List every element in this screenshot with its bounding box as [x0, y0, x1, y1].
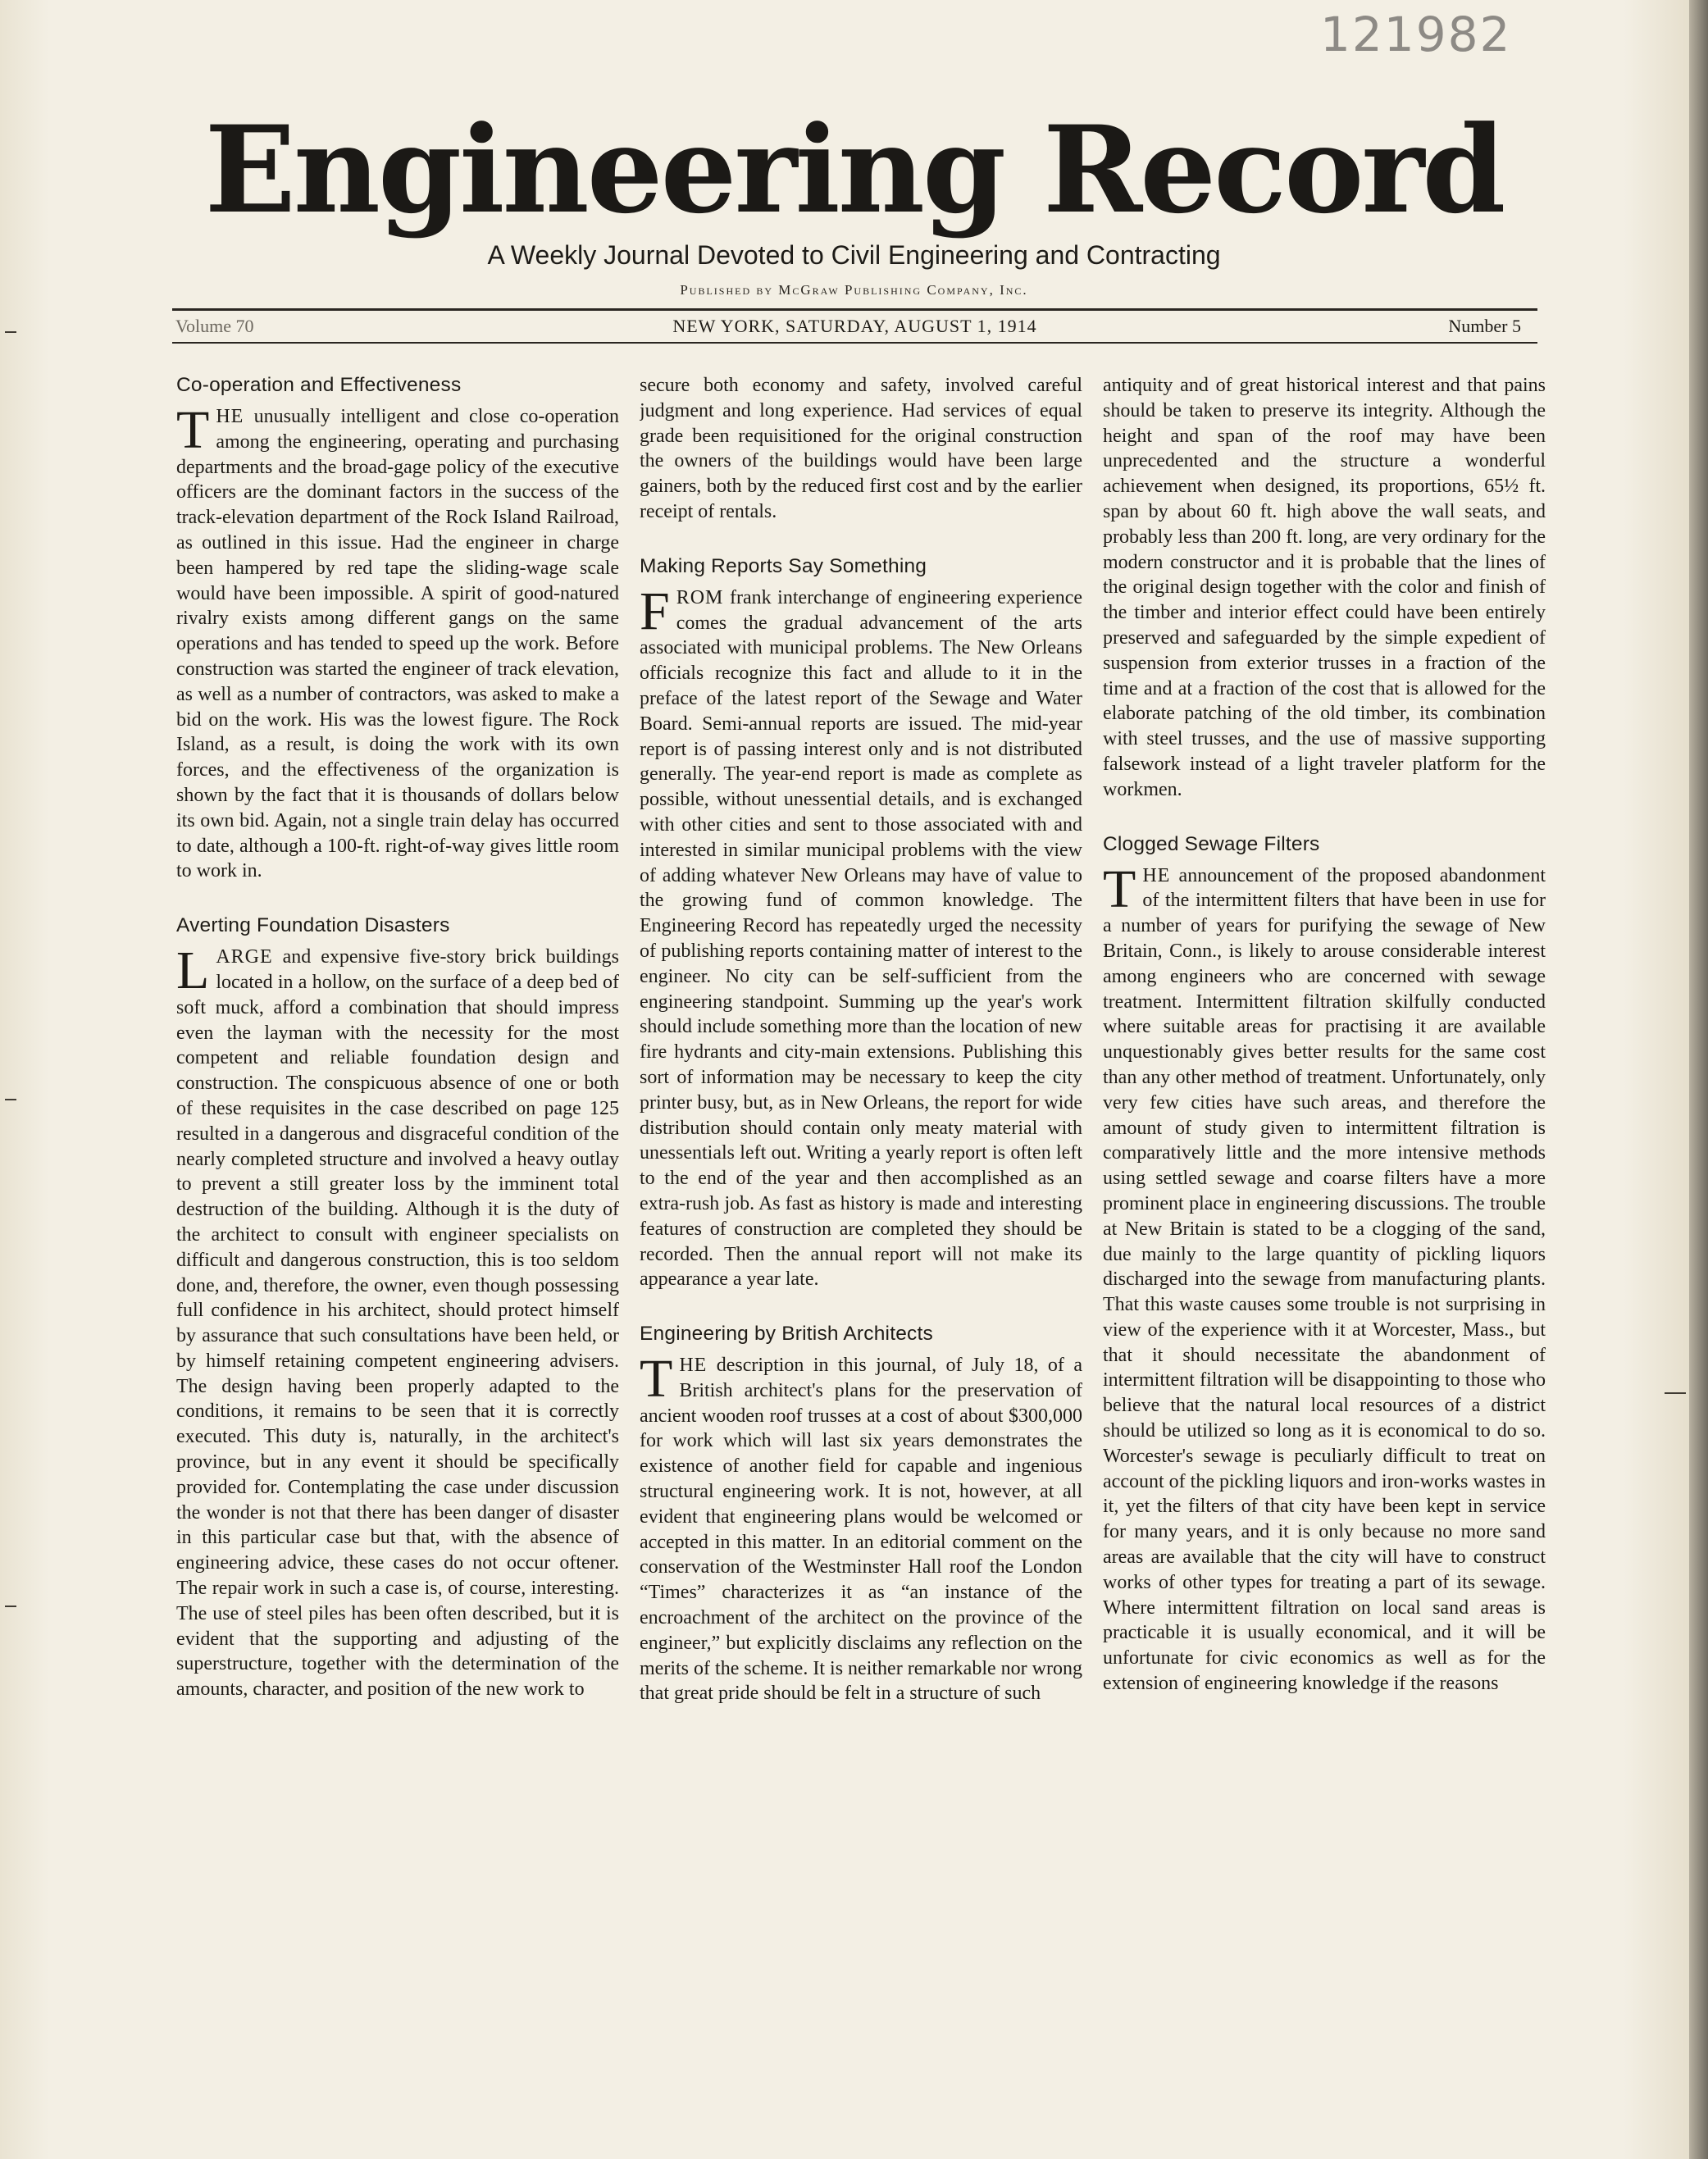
article-heading: Clogged Sewage Filters: [1103, 832, 1320, 855]
article-body: [1103, 859, 1546, 1697]
handwritten-accession-number: 121982: [1320, 7, 1512, 62]
article-body: [176, 941, 619, 1702]
margin-mark: [1665, 1392, 1686, 1394]
margin-mark: [5, 1606, 16, 1607]
lead-word: HE: [679, 1355, 708, 1377]
volume-number: Volume 70: [175, 316, 254, 336]
lead-word: ROM: [676, 586, 724, 608]
drop-cap: L: [176, 941, 210, 1001]
article-body: [176, 400, 619, 884]
page-edge: [1689, 0, 1708, 2159]
column-1: [176, 373, 619, 2128]
article-text: and expensive five-story brick buildings located in a hollow, on the surface of a deep bed of soft muck, afford a combination that should impress even the layman with the necessity for the most competent and reliable foundation design and construction. The conspicuous absence of one or both of these requisites in the case described on page 125 resulted in a dangerous and disgraceful condition of the nearly completed structure and involved a heavy outlay to prevent a still greater loss by the imminent total destruction of the building. Although it is the duty of the architect to consult with engineer specialists on difficult and dangerous construction, this is too seldom done, and, therefore, the owner, even though possessing full confidence in his architect, should protect himself by assurance that such consultations have been held, or by himself retaining competent engineering advisers. The design having been properly adapted to the conditions, it remains to be seen that it is correctly executed. This duty is, naturally, in the architect's province, but in any event it should be specifically provided for. Contemplating the case under discussion the wonder is not that there has been danger of disaster in this particular case but that, with the absence of engineering advice, these cases do not occur oftener. The repair work in such a case is, of course, interesting. The use of steel piles has been often described, but it is evident that the supporting and adjusting of the superstructure, together with the determination of the amounts, character, and position of the new work to: [176, 946, 619, 1701]
dateline: [172, 316, 1537, 337]
publisher-line: Published by McGraw Publishing Company, Inc.: [680, 282, 1028, 298]
dateline-top-rule: [172, 308, 1537, 311]
lead-word: HE: [1142, 864, 1171, 886]
article-heading: Co-operation and Effectiveness: [176, 374, 462, 396]
margin-mark: [5, 1099, 16, 1100]
article-heading: Making Reports Say Something: [640, 554, 927, 577]
drop-cap: T: [640, 1349, 673, 1410]
drop-cap: F: [640, 581, 670, 641]
article-body: [640, 581, 1082, 1292]
article-heading: Averting Foundation Disasters: [176, 914, 450, 937]
column-2: [640, 373, 1082, 2128]
masthead-subtitle: A Weekly Journal Devoted to Civil Engineering and Contracting: [487, 240, 1221, 270]
article-text: description in this journal, of July 18, of a British architect's plans for the preservation of ancient wooden roof trusses at a cost of about $300,000 for work which will last six years demonstrates the existence of another field for capable and ingenious structural engineering work. It is not, however, at all evident that engineering plans would be welcomed or accepted in this matter. In an editorial comment on the conservation of the Westminster Hall roof the London “Times” characterizes it as “an instance of the encroachment of the architect on the province of the engineer,” but explicitly disclaims any reflection on the merits of the scheme. It is neither remarkable nor wrong that great pride should be felt in a structure of such: [640, 1355, 1082, 1705]
article-continuation: antiquity and of great historical interest and that pains should be taken to preserve its integrity. Although the height and span of the roof may have been unprecedented and the structure a wonderful achievement when designed, its proportions, 65½ ft. span by about 60 ft. high above the wall seats, and probably less than 200 ft. long, are very ordinary for the modern constructor and it is probable that the lines of the original design together with the color and finish of the timber and interior effect could have been entirely preserved and safeguarded by the simple expedient of suspension from exterior trusses in a fraction of the time and at a fraction of the cost that is allowed for the elaborate patching of the old timber, its combination with steel trusses, and the use of massive supporting falsework instead of a light traveler platform for the workmen.: [1103, 375, 1546, 800]
dateline-bottom-rule: [172, 342, 1537, 344]
article-text: announcement of the proposed abandonment of the intermittent filters that have been in use for a number of years for purifying the sewage of New Britain, Conn., is likely to arouse considerable interest among engineers who are concerned with sewage treatment. Intermittent filtration skilfully conducted where suitable areas for practising it are available unquestionably gives better results for the same cost than any other method of treatment. Unfortunately, only very few cities have such areas, and therefore the amount of study given to intermittent filtration is comparatively little and the more intensive methods using settled sewage and coarse filters have a more prominent place in engineering discussions. The trouble at New Britain is stated to be a clogging of the sand, due mainly to the large quantity of pickling liquors discharged into the sewage from manufacturing plants. That this waste causes some trouble is not surprising in view of the experience with it at Worcester, Mass., but that it should necessitate the abandonment of intermittent filtration will be disappointing to those who believe that the natural local resources of a district should be utilized so long as it is economical to do so. Worcester's sewage is peculiarly difficult to treat on account of the pickling liquors and iron-works wastes in it, yet the filters of that city have been kept in service for many years, and it is only because no more sand areas are available that the city will have to construct works of other types for treating a part of its sewage. Where intermittent filtration on local sand areas is practicable it is usually economical, and it will be unfortunate for civic economics as well as for the extension of engineering knowledge if the reasons: [1103, 864, 1546, 1695]
article-body: [640, 1349, 1082, 1706]
lead-word: ARGE: [216, 946, 273, 968]
lead-word: HE: [216, 406, 244, 427]
article-continuation: secure both economy and safety, involved careful judgment and long experience. Had services of equal grade been requisitioned for the original construction the owners of the buildings would have been large gainers, both by the reduced first cost and by the earlier receipt of rentals.: [640, 375, 1082, 522]
drop-cap: T: [176, 400, 210, 460]
masthead-title: Engineering Record: [204, 100, 1504, 240]
article-heading: Engineering by British Architects: [640, 1323, 933, 1346]
article-text: frank interchange of engineering experience comes the gradual advancement of the arts associated with municipal problems. The New Orleans officials recognize this fact and allude to it in the preface of the latest report of the Sewage and Water Board. Semi-annual reports are issued. The mid-year report is of passing interest only and is not distributed generally. The year-end report is made as complete as possible, without unessential details, and is exchanged with other cities and sent to those associated with and interested in similar municipal problems with the view of adding whatever New Orleans may have of value to the growing fund of common knowledge. The Engineering Record has repeatedly urged the necessity of publishing reports containing matter of interest to the engineer. No city can be self-sufficient from the engineering standpoint. Summing up the year's work should include something more than the location of new fire hydrants and city-main extensions. Publishing this sort of information may be necessary to keep the city printer busy, but, as in New Orleans, the report for wide distribution should contain only meaty material with unessentials left out. Writing a yearly report is often left to the end of the year and then accomplished as an extra-rush job. As fast as history is made and interesting features of construction are completed they should be recorded. Then the annual report will not make its appearance a year late.: [640, 586, 1082, 1291]
drop-cap: T: [1103, 859, 1136, 919]
column-3: [1103, 373, 1546, 2128]
issue-number: Number 5: [1448, 316, 1521, 336]
margin-mark: [5, 331, 16, 333]
issue-date: NEW YORK, SATURDAY, AUGUST 1, 1914: [672, 316, 1037, 336]
article-text: unusually intelligent and close co-operation among the engineering, operating and purchasing departments and the broad-gage policy of the executive officers are the dominant factors in the success of the track-elevation department of the Rock Island Railroad, as outlined in this issue. Had the engineer in charge been hampered by red tape the sliding-wage scale would have been impossible. A spirit of good-natured rivalry exists among different gangs on the same operations and has tended to speed up the work. Before construction was started the engineer of track elevation, as well as a number of contractors, was asked to make a bid on the work. His was the lowest figure. The Rock Island, as a result, is doing the work with its own forces, and the effectiveness of the organization is shown by the fact that it is thousands of dollars below its own bid. Again, not a single train delay has occurred to date, although a 100-ft. right-of-way gives little room to work in.: [176, 406, 619, 882]
